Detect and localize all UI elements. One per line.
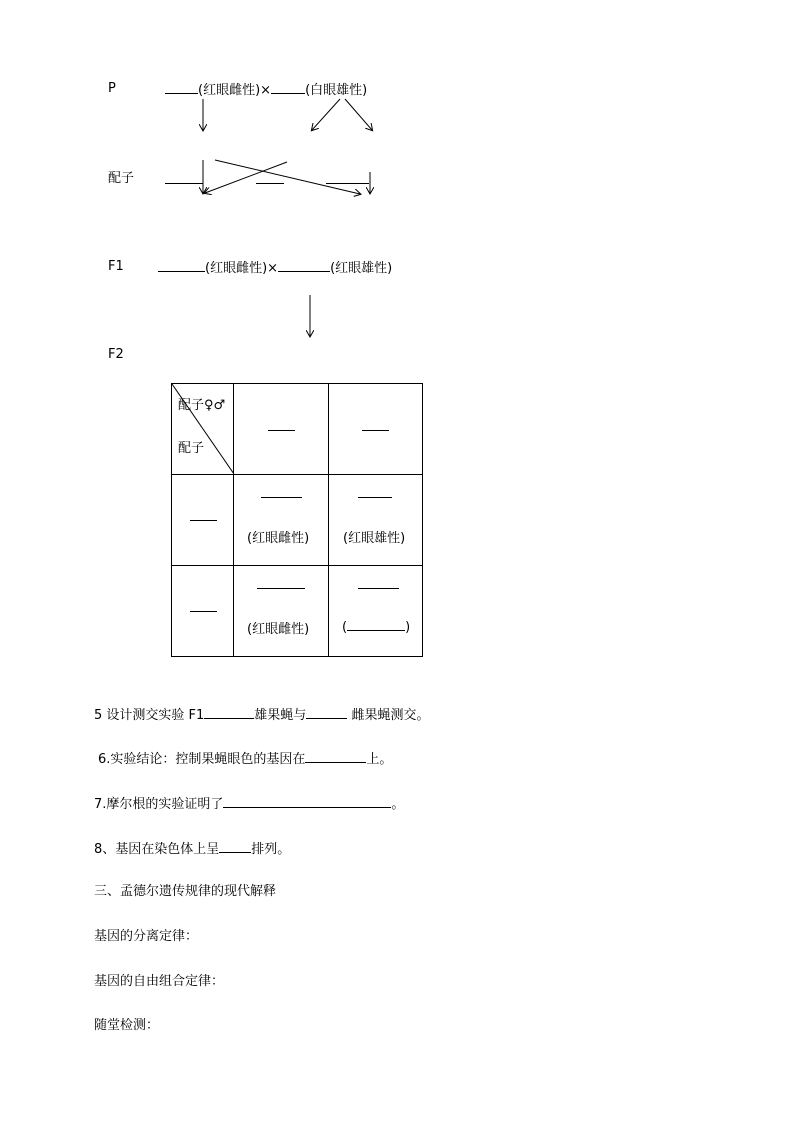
p-male-arrow-left — [312, 99, 340, 130]
q8-text-b: 排列。 — [251, 842, 291, 857]
q5-text-c: 雌果蝇测交。 — [347, 708, 430, 723]
male-gamete-cell-1 — [234, 384, 329, 475]
p-female-phenotype: (红眼雌性) — [198, 83, 261, 98]
offspring-cell-2-2 — [329, 566, 423, 657]
gamete-cross-line-2 — [205, 162, 287, 193]
p-male-phenotype: (白眼雄性) — [305, 83, 368, 98]
phenotype-2-1: (红眼雌性) — [247, 622, 310, 637]
p-male-arrow-right — [345, 99, 372, 130]
question-6 — [98, 750, 392, 768]
question-8 — [94, 840, 290, 858]
p-female-blank — [165, 81, 198, 94]
independent-assortment-law: 基因的自由组合定律： — [94, 974, 225, 989]
genotype-blank-2-2 — [358, 588, 399, 589]
genotype-blank-1-2 — [358, 497, 392, 498]
phenotype-1-2: (红眼雄性) — [343, 531, 406, 546]
header-female-male-gametes: 配子♀♂ — [178, 398, 226, 413]
punnett-square — [171, 383, 423, 657]
f1-times-sign: × — [267, 261, 279, 276]
gamete-label: 配子 — [108, 171, 135, 186]
q6-text-a: 6.实验结论：控制果蝇眼色的基因在 — [98, 752, 306, 767]
female-gamete-cell-2 — [172, 566, 234, 657]
question-7 — [94, 795, 404, 813]
f1-male-blank — [278, 259, 330, 272]
q6-text-b: 上。 — [366, 752, 393, 767]
f1-cross-line — [158, 259, 392, 277]
header-gametes: 配子 — [178, 441, 205, 456]
male-gamete-blank-1 — [268, 430, 295, 431]
q5-text-a: 5 设计测交实验 F1 — [94, 708, 205, 723]
gamete-blank-2 — [256, 183, 284, 184]
section-3-heading: 三、孟德尔遗传规律的现代解释 — [94, 884, 277, 899]
q8-blank — [219, 840, 251, 853]
f1-female-blank — [158, 259, 205, 272]
q5-blank-2 — [306, 706, 347, 719]
segregation-law: 基因的分离定律： — [94, 929, 199, 944]
male-gamete-cell-2 — [329, 384, 423, 475]
offspring-cell-2-1 — [234, 566, 329, 657]
offspring-cell-1-1 — [234, 475, 329, 566]
q8-text-a: 8、基因在染色体上呈 — [94, 842, 220, 857]
punnett-header-cell — [172, 384, 234, 475]
gamete-cross-line-1 — [215, 160, 360, 194]
q7-text-b: 。 — [391, 797, 405, 812]
times-sign: × — [260, 83, 272, 98]
paren-close: ) — [405, 620, 411, 635]
gamete-blank-1 — [165, 183, 203, 184]
f1-female-phenotype: (红眼雌性) — [205, 261, 268, 276]
gamete-blank-3 — [326, 183, 369, 184]
female-gamete-cell-1 — [172, 475, 234, 566]
p-cross-line — [165, 81, 367, 99]
phenotype-blank-2-2 — [347, 618, 405, 631]
in-class-quiz: 随堂检测： — [94, 1018, 160, 1033]
p-male-blank — [271, 81, 305, 94]
q7-text-a: 7.摩尔根的实验证明了 — [94, 797, 224, 812]
f1-male-phenotype: (红眼雄性) — [330, 261, 393, 276]
q5-text-b: 雄果蝇与 — [254, 708, 307, 723]
p-label: P — [108, 81, 116, 96]
phenotype-2-2 — [342, 618, 410, 635]
phenotype-1-1: (红眼雌性) — [247, 531, 310, 546]
question-5 — [94, 706, 429, 724]
female-gamete-blank-2 — [190, 611, 217, 612]
offspring-cell-1-2 — [329, 475, 423, 566]
paren-open: ( — [342, 620, 348, 635]
q5-blank-1 — [204, 706, 254, 719]
genotype-blank-1-1 — [261, 497, 302, 498]
female-gamete-blank-1 — [190, 520, 217, 521]
f2-label: F2 — [108, 347, 124, 362]
male-gamete-blank-2 — [362, 430, 389, 431]
f1-label: F1 — [108, 259, 124, 274]
q7-blank — [223, 795, 391, 808]
genotype-blank-2-1 — [257, 588, 305, 589]
q6-blank — [305, 750, 366, 763]
